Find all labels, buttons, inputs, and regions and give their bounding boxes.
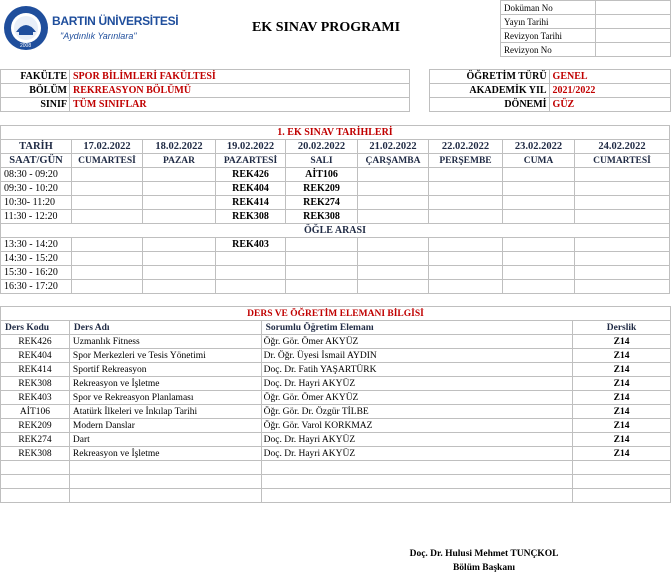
course-code: REK308	[1, 377, 70, 391]
instructor-name: Doç. Dr. Hayri AKYÜZ	[261, 433, 572, 447]
blank-cell	[1, 489, 70, 503]
day-cell: PAZARTESİ	[216, 154, 286, 168]
exam-cell	[575, 196, 670, 210]
exam-cell: REK403	[216, 238, 286, 252]
signatory-role: Bölüm Başkanı	[452, 563, 516, 573]
blank-cell	[261, 461, 572, 475]
time-slot-label: 16:30 - 17:20	[1, 280, 72, 294]
exam-cell	[358, 168, 429, 182]
exam-cell	[143, 168, 216, 182]
classroom: Z14	[573, 363, 671, 377]
date-header-label: TARİH	[1, 140, 72, 154]
course-header-row	[1, 321, 671, 335]
exam-cell	[143, 196, 216, 210]
classroom: Z14	[573, 349, 671, 363]
exam-cell	[143, 280, 216, 294]
exam-cell	[429, 266, 503, 280]
lunch-break-row: ÖĞLE ARASI	[1, 224, 670, 238]
exam-cell	[286, 238, 358, 252]
exam-cell	[72, 238, 143, 252]
university-slogan: "Aydınlık Yarınlara"	[60, 31, 137, 41]
exam-cell	[216, 266, 286, 280]
exam-cell	[429, 168, 503, 182]
course-row	[1, 377, 671, 391]
date-cell: 18.02.2022	[143, 140, 216, 154]
blank-cell	[261, 475, 572, 489]
exam-cell	[72, 210, 143, 224]
time-slot-row	[1, 266, 670, 280]
info-label: BÖLÜM	[1, 84, 70, 98]
exam-cell	[143, 182, 216, 196]
info-label: FAKÜLTE	[1, 70, 70, 84]
exam-cell	[358, 210, 429, 224]
exam-cell	[143, 266, 216, 280]
info-value: GENEL	[549, 70, 670, 84]
exam-cell	[429, 210, 503, 224]
exam-cell	[429, 182, 503, 196]
document-info-table	[500, 0, 671, 57]
time-header-label: SAAT/GÜN	[1, 154, 72, 168]
exam-cell	[358, 238, 429, 252]
instructor-name: Öğr. Gör. Varol KORKMAZ	[261, 419, 572, 433]
instructor-name: Doç. Dr. Fatih YAŞARTÜRK	[261, 363, 572, 377]
info-label: SINIF	[1, 98, 70, 112]
exam-cell	[143, 238, 216, 252]
exam-schedule-table	[0, 125, 670, 294]
day-cell: CUMARTESİ	[72, 154, 143, 168]
exam-cell	[503, 196, 575, 210]
time-slot-label: 08:30 - 09:20	[1, 168, 72, 182]
time-slot-row	[1, 210, 670, 224]
exam-cell	[503, 252, 575, 266]
info-value: REKREASYON BÖLÜMÜ	[70, 84, 410, 98]
course-code: REK426	[1, 335, 70, 349]
instructor-name: Öğr. Gör. Dr. Özgür TİLBE	[261, 405, 572, 419]
course-row	[1, 391, 671, 405]
exam-cell	[503, 238, 575, 252]
blank-cell	[573, 461, 671, 475]
empty-course-row	[1, 461, 671, 475]
blank-cell	[69, 461, 261, 475]
course-row	[1, 405, 671, 419]
exam-cell	[358, 252, 429, 266]
exam-cell	[429, 252, 503, 266]
empty-course-row	[1, 475, 671, 489]
exam-cell	[216, 252, 286, 266]
exam-cell: REK414	[216, 196, 286, 210]
time-slot-label: 14:30 - 15:20	[1, 252, 72, 266]
exam-cell	[72, 252, 143, 266]
date-cell: 19.02.2022	[216, 140, 286, 154]
course-name: Dart	[69, 433, 261, 447]
day-cell: PAZAR	[143, 154, 216, 168]
time-slot-row	[1, 168, 670, 182]
course-code: REK274	[1, 433, 70, 447]
exam-cell	[503, 210, 575, 224]
exam-cell	[286, 252, 358, 266]
exam-cell: REK308	[216, 210, 286, 224]
exam-cell	[429, 196, 503, 210]
column-header: Derslik	[573, 321, 671, 335]
exam-cell: REK308	[286, 210, 358, 224]
exam-cell: REK426	[216, 168, 286, 182]
course-row	[1, 419, 671, 433]
exam-cell: REK209	[286, 182, 358, 196]
time-slot-row	[1, 280, 670, 294]
column-header: Ders Adı	[69, 321, 261, 335]
time-slot-label: 15:30 - 16:20	[1, 266, 72, 280]
exam-cell	[503, 168, 575, 182]
exam-cell: REK404	[216, 182, 286, 196]
time-slot-label: 10:30- 11:20	[1, 196, 72, 210]
exam-cell: AİT106	[286, 168, 358, 182]
exam-cell	[503, 266, 575, 280]
time-slot-label: 13:30 - 14:20	[1, 238, 72, 252]
exam-cell	[429, 238, 503, 252]
time-slot-row	[1, 196, 670, 210]
column-header: Sorumlu Öğretim Elemanı	[261, 321, 572, 335]
empty-course-row	[1, 489, 671, 503]
exam-cell	[575, 238, 670, 252]
blank-cell	[261, 489, 572, 503]
course-code: AİT106	[1, 405, 70, 419]
schedule-title: 1. EK SINAV TARİHLERİ	[1, 126, 670, 140]
classroom: Z14	[573, 447, 671, 461]
info-label: DÖNEMİ	[430, 98, 550, 112]
blank-cell	[69, 489, 261, 503]
instructor-name: Doç. Dr. Hayri AKYÜZ	[261, 447, 572, 461]
exam-cell	[358, 196, 429, 210]
exam-cell	[143, 210, 216, 224]
course-code: REK404	[1, 349, 70, 363]
exam-cell	[358, 182, 429, 196]
date-cell: 23.02.2022	[503, 140, 575, 154]
day-cell: ÇARŞAMBA	[358, 154, 429, 168]
classroom: Z14	[573, 433, 671, 447]
faculty-info-table	[0, 69, 410, 112]
exam-cell	[575, 210, 670, 224]
course-row	[1, 335, 671, 349]
course-name: Spor ve Rekreasyon Planlaması	[69, 391, 261, 405]
doc-info-label: Revizyon No	[501, 43, 596, 57]
exam-cell	[143, 252, 216, 266]
day-cell: CUMA	[503, 154, 575, 168]
classroom: Z14	[573, 419, 671, 433]
course-info-table	[0, 306, 671, 503]
instructor-name: Öğr. Gör. Ömer AKYÜZ	[261, 391, 572, 405]
blank-cell	[69, 475, 261, 489]
blank-cell	[573, 489, 671, 503]
exam-cell	[358, 280, 429, 294]
classroom: Z14	[573, 377, 671, 391]
course-code: REK403	[1, 391, 70, 405]
date-cell: 22.02.2022	[429, 140, 503, 154]
time-slot-row	[1, 252, 670, 266]
course-table-title: DERS VE ÖĞRETİM ELEMANI BİLGİSİ	[1, 307, 671, 321]
doc-info-label: Revizyon Tarihi	[501, 29, 596, 43]
course-row	[1, 363, 671, 377]
course-code: REK308	[1, 447, 70, 461]
instructor-name: Dr. Öğr. Üyesi İsmail AYDIN	[261, 349, 572, 363]
exam-cell	[575, 168, 670, 182]
course-code: REK209	[1, 419, 70, 433]
date-cell: 20.02.2022	[286, 140, 358, 154]
course-name: Atatürk İlkeleri ve İnkılap Tarihi	[69, 405, 261, 419]
info-value: GÜZ	[549, 98, 670, 112]
exam-cell	[575, 266, 670, 280]
blank-cell	[1, 475, 70, 489]
date-cell: 21.02.2022	[358, 140, 429, 154]
exam-cell	[286, 266, 358, 280]
instructor-name: Doç. Dr. Hayri AKYÜZ	[261, 377, 572, 391]
course-name: Spor Merkezleri ve Tesis Yönetimi	[69, 349, 261, 363]
doc-info-label: Doküman No	[501, 1, 596, 15]
course-row	[1, 349, 671, 363]
exam-cell	[429, 280, 503, 294]
day-cell: PERŞEMBE	[429, 154, 503, 168]
course-name: Sportif Rekreasyon	[69, 363, 261, 377]
exam-cell	[72, 196, 143, 210]
blank-cell	[1, 461, 70, 475]
classroom: Z14	[573, 335, 671, 349]
exam-cell	[575, 182, 670, 196]
time-slot-label: 11:30 - 12:20	[1, 210, 72, 224]
instructor-name: Öğr. Gör. Ömer AKYÜZ	[261, 335, 572, 349]
day-row	[1, 154, 670, 168]
info-value: 2021/2022	[549, 84, 670, 98]
info-label: AKADEMİK YIL	[430, 84, 550, 98]
course-name: Modern Danslar	[69, 419, 261, 433]
blank-cell	[573, 475, 671, 489]
classroom: Z14	[573, 405, 671, 419]
day-cell: CUMARTESİ	[575, 154, 670, 168]
column-header: Ders Kodu	[1, 321, 70, 335]
exam-cell	[503, 280, 575, 294]
exam-cell	[72, 182, 143, 196]
signature-block	[384, 547, 584, 575]
exam-cell	[72, 168, 143, 182]
course-name: Rekreasyon ve İşletme	[69, 447, 261, 461]
university-logo	[2, 4, 179, 52]
info-value: TÜM SINIFLAR	[70, 98, 410, 112]
academic-info-table	[429, 69, 671, 112]
date-cell: 17.02.2022	[72, 140, 143, 154]
time-slot-label: 09:30 - 10:20	[1, 182, 72, 196]
date-cell: 24.02.2022	[575, 140, 670, 154]
exam-cell: REK274	[286, 196, 358, 210]
info-value: SPOR BİLİMLERİ FAKÜLTESİ	[70, 70, 410, 84]
exam-cell	[216, 280, 286, 294]
exam-cell	[575, 280, 670, 294]
course-name: Rekreasyon ve İşletme	[69, 377, 261, 391]
info-label: ÖĞRETİM TÜRÜ	[430, 70, 550, 84]
signatory-name: Doç. Dr. Hulusi Mehmet TUNÇKOL	[409, 549, 559, 559]
course-row	[1, 447, 671, 461]
university-year: 2008	[20, 43, 32, 49]
date-row	[1, 140, 670, 154]
classroom: Z14	[573, 391, 671, 405]
doc-info-label: Yayın Tarihi	[501, 15, 596, 29]
exam-cell	[358, 266, 429, 280]
exam-cell	[72, 266, 143, 280]
course-row	[1, 433, 671, 447]
time-slot-row	[1, 182, 670, 196]
exam-cell	[575, 252, 670, 266]
exam-cell	[286, 280, 358, 294]
university-name: BARTIN ÜNİVERSİTESİ	[52, 14, 179, 28]
exam-cell	[503, 182, 575, 196]
page-title: EK SINAV PROGRAMI	[251, 20, 401, 35]
course-name: Uzmanlık Fitness	[69, 335, 261, 349]
course-code: REK414	[1, 363, 70, 377]
day-cell: SALI	[286, 154, 358, 168]
exam-cell	[72, 280, 143, 294]
time-slot-row	[1, 238, 670, 252]
